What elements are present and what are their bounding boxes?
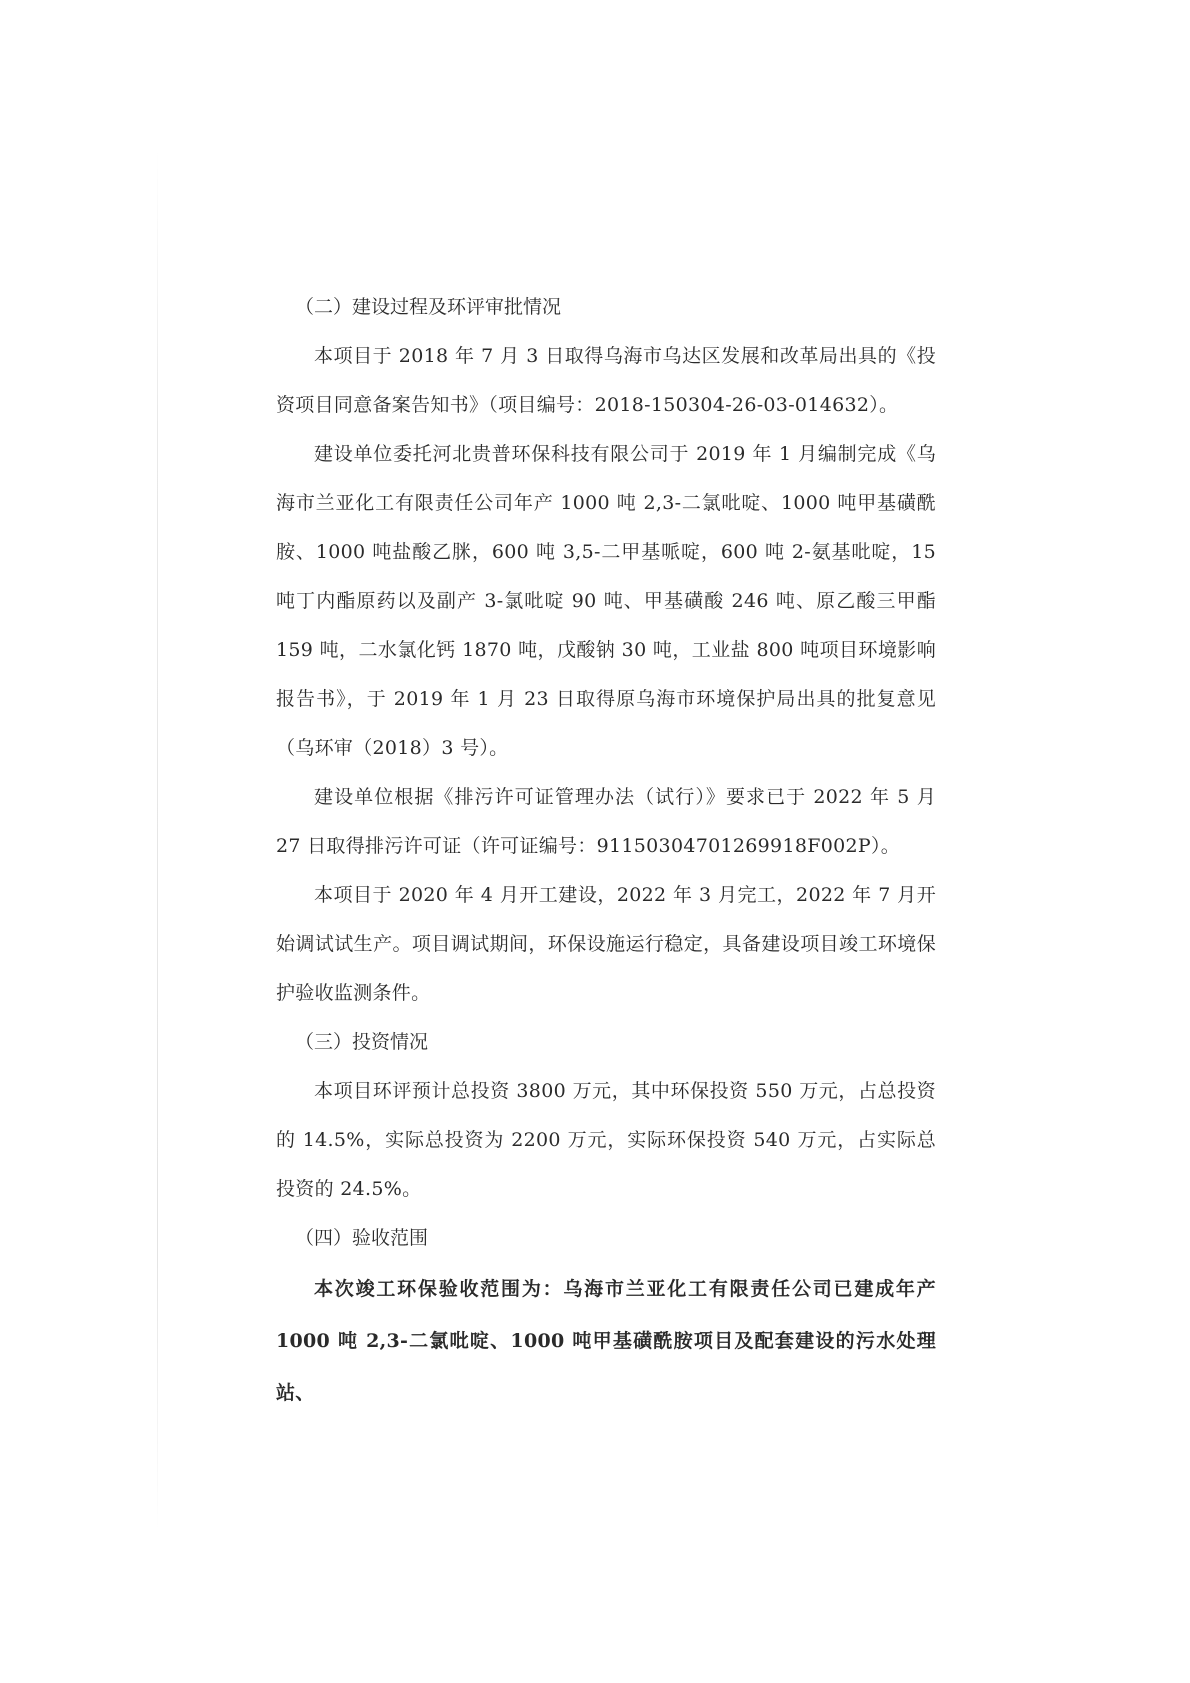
paragraph-discharge-permit: 建设单位根据《排污许可证管理办法（试行）》要求已于 2022 年 5 月 27 日取得排污许可证（许可证编号：91150304701269918F002P）。	[276, 786, 936, 857]
scan-edge-shadow	[157, 150, 158, 1530]
paragraph-filing: 本项目于 2018 年 7 月 3 日取得乌海市乌达区发展和改革局出具的《投资项目同意备案告知书》（项目编号：2018-150304-26-03-014632）。	[276, 345, 936, 416]
document-body	[276, 283, 936, 1419]
section-heading-investment: （三）投资情况	[295, 1031, 429, 1053]
paragraph-acceptance-scope: 本次竣工环保验收范围为：乌海市兰亚化工有限责任公司已建成年产 1000 吨 2,3-二氯吡啶、1000 吨甲基磺酰胺项目及配套建设的污水处理站、	[276, 1278, 936, 1404]
paragraph-investment: 本项目环评预计总投资 3800 万元，其中环保投资 550 万元，占总投资的 14.5%，实际总投资为 2200 万元，实际环保投资 540 万元，占实际总投资的 24.5%。	[276, 1080, 936, 1200]
paragraph-eia-report: 建设单位委托河北贵普环保科技有限公司于 2019 年 1 月编制完成《乌海市兰亚化工有限责任公司年产 1000 吨 2,3-二氯吡啶、1000 吨甲基磺酰胺、1000 吨盐酸乙脒，600 吨 3,5-二甲基哌啶，600 吨 2-氨基吡啶，15 吨丁内酯原药以及副产 3-氯吡啶 90 吨、甲基磺酸 246 吨、原乙酸三甲酯 159 吨，二水氯化钙 1870 吨，戊酸钠 30 吨，工业盐 800 吨项目环境影响报告书》，于 2019 年 1 月 23 日取得原乌海市环境保护局出具的批复意见（乌环审（2018）3 号）。	[276, 443, 936, 759]
section-heading-acceptance-scope: （四）验收范围	[295, 1227, 429, 1249]
section-heading-construction: （二）建设过程及环评审批情况	[295, 296, 562, 318]
paragraph-construction-timeline: 本项目于 2020 年 4 月开工建设，2022 年 3 月完工，2022 年 7 月开始调试试生产。项目调试期间，环保设施运行稳定，具备建设项目竣工环境保护验收监测条件。	[276, 884, 936, 1004]
